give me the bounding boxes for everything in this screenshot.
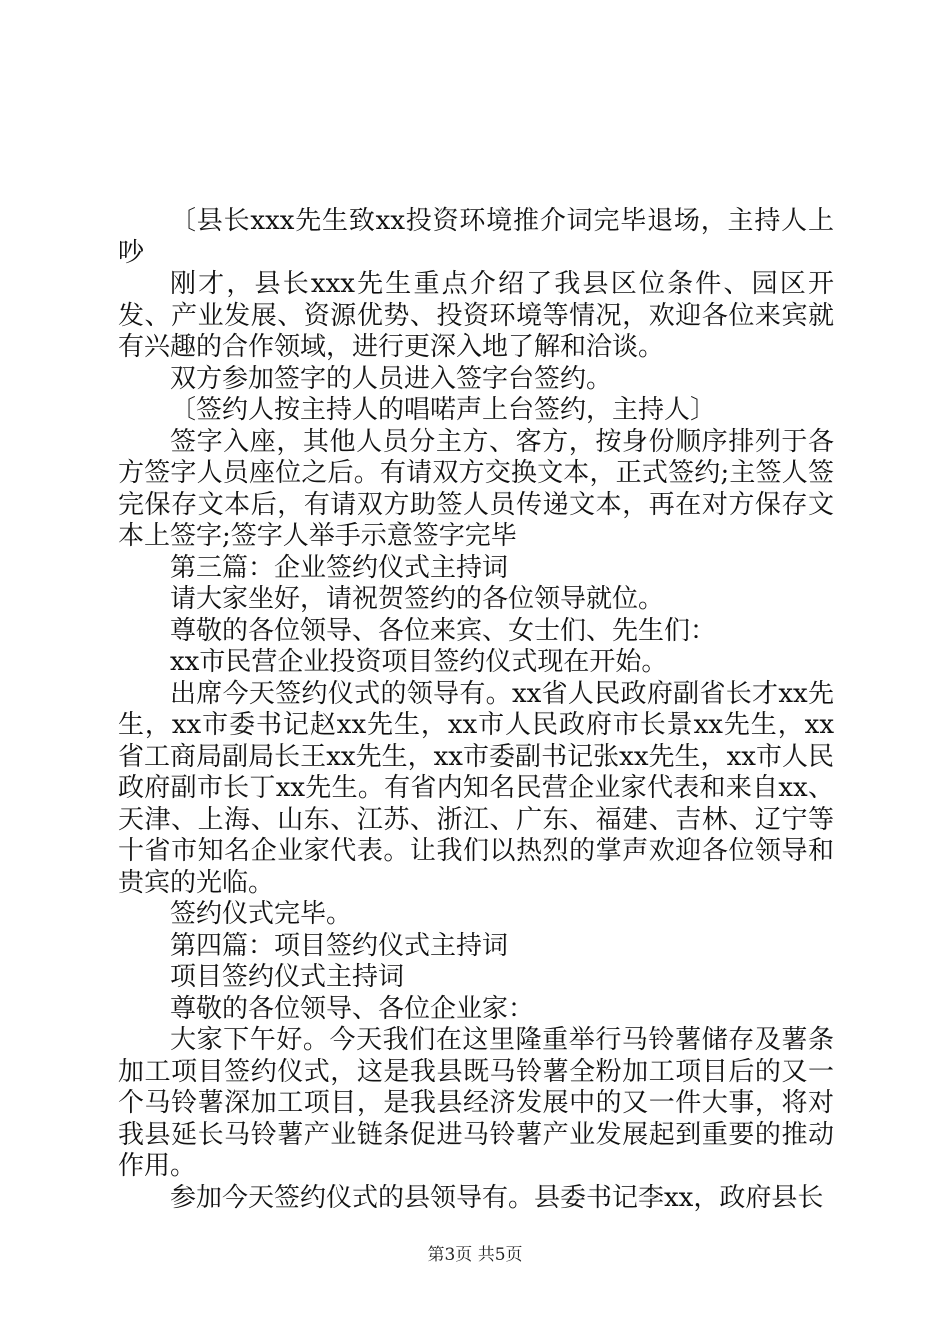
paragraph-15: 大家下午好。今天我们在这里隆重举行马铃薯储存及薯条加工项目签约仪式，这是我县既马铃薯全粉加工项目后的又一个马铃薯深加工项目，是我县经济发展中的又一件大事，将对我县延长马铃薯产业链条促进马铃薯产业发展起到重要的推动作用。	[118, 1025, 834, 1181]
paragraph-16: 参加今天签约仪式的县领导有。县委书记李xx，政府县长	[170, 1182, 824, 1213]
paragraph-10: 出席今天签约仪式的领导有。xx省人民政府副省长才xx先生，xx市委书记赵xx先生，xx市人民政府市长景xx先生，xx省工商局副局长王xx先生，xx市委副书记张xx先生，xx市人民政府副市长丁xx先生。有省内知名民营企业家代表和来自xx、天津、上海、山东、江苏、浙江、广东、福建、吉林、辽宁等十省市知名企业家代表。让我们以热烈的掌声欢迎各位领导和贵宾的光临。	[118, 678, 834, 898]
page-number-footer: 第3页 共5页	[427, 1245, 523, 1265]
section-heading-4: 第四篇：项目签约仪式主持词	[170, 930, 509, 961]
paragraph-7: 请大家坐好，请祝贺签约的各位领导就位。	[170, 584, 665, 614]
section-heading-3: 第三篇：企业签约仪式主持词	[170, 552, 509, 583]
paragraph-11: 签约仪式完毕。	[170, 899, 353, 929]
paragraph-1: 〔县长xxx先生致xx投资环境推介词完毕退场，主持人上吵	[118, 206, 834, 268]
paragraph-2: 刚才，县长xxx先生重点介绍了我县区位条件、园区开发、产业发展、资源优势、投资环境等情况，欢迎各位来宾就有兴趣的合作领域，进行更深入地了解和洽谈。	[118, 269, 834, 362]
paragraph-14: 尊敬的各位领导、各位企业家：	[170, 993, 535, 1024]
paragraph-13: 项目签约仪式主持词	[170, 962, 405, 992]
paragraph-8: 尊敬的各位领导、各位来宾、女士们、先生们：	[170, 615, 717, 646]
paragraph-3: 双方参加签字的人员进入签字台签约。	[170, 363, 613, 394]
document-body	[118, 206, 834, 1214]
paragraph-5: 签字入座，其他人员分主方、客方，按身份顺序排列于各方签字人员座位之后。有请双方交换文本，正式签约;主签人签完保存文本后，有请双方助签人员传递文本，再在对方保存文本上签字;签字人举手示意签字完毕	[118, 426, 834, 551]
paragraph-4: 〔签约人按主持人的唱喏声上台签约，主持人〕	[170, 395, 717, 425]
paragraph-9: xx市民营企业投资项目签约仪式现在开始。	[170, 647, 668, 677]
